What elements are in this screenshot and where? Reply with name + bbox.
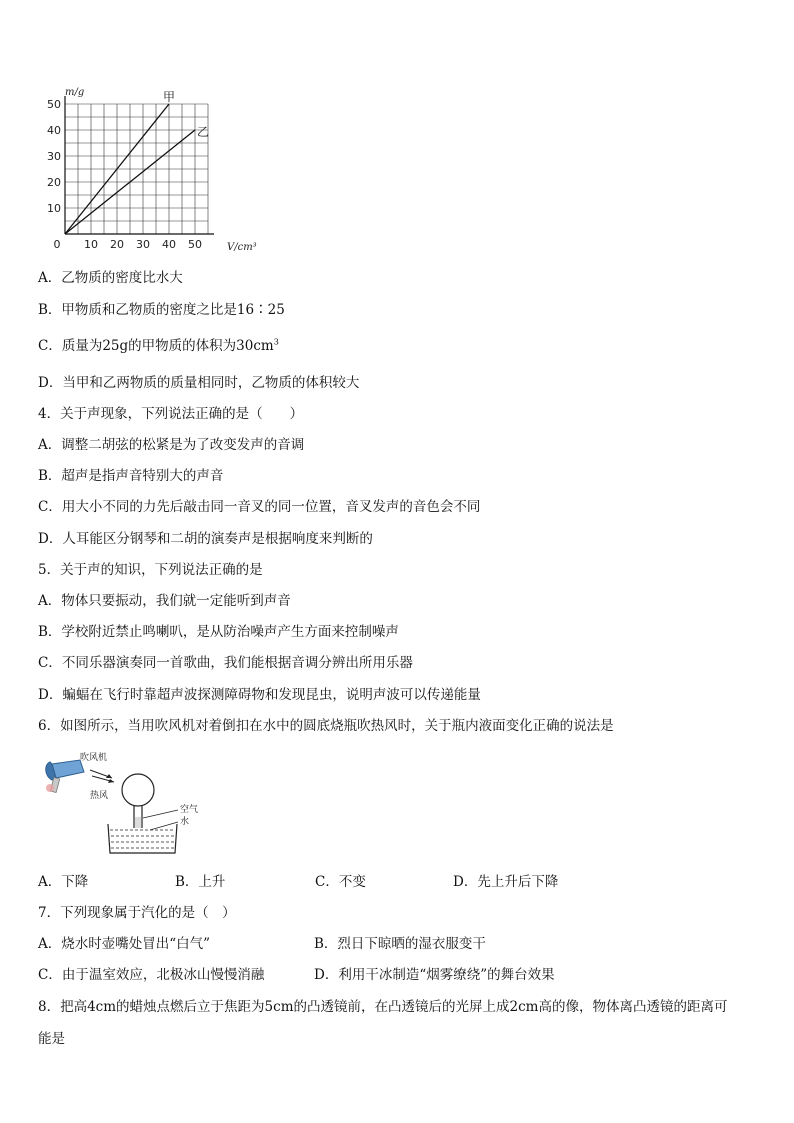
q7-stem: 7．下列现象属于汽化的是（ ） [38, 905, 236, 921]
y-tick-label: 50 [47, 98, 61, 111]
q8-stem-line2: 能是 [38, 1031, 65, 1047]
y-axis-label: m/g [65, 87, 85, 98]
q5-option-c: C．不同乐器演奏同一首歌曲，我们能根据音调分辨出所用乐器 [38, 655, 413, 671]
q3-option-d: D．当甲和乙两物质的质量相同时，乙物质的体积较大 [38, 375, 360, 391]
q4-stem: 4．关于声现象，下列说法正确的是（ ） [38, 406, 304, 422]
q6-stem: 6．如图所示，当用吹风机对着倒扣在水中的圆底烧瓶吹热风时，关于瓶内液面变化正确的说法是 [38, 718, 614, 734]
q4-option-d: D．人耳能区分钢琴和二胡的演奏声是根据响度来判断的 [38, 531, 373, 547]
x-tick-label: 50 [188, 238, 202, 251]
water-basin [108, 824, 177, 853]
y-tick-label: 10 [47, 202, 61, 215]
air-label: 空气 [180, 805, 199, 815]
q6-option-a: A．下降 [38, 874, 89, 890]
x-tick-label: 10 [84, 238, 98, 251]
q7-option-c: C．由于温室效应，北极冰山慢慢消融 [38, 967, 265, 983]
hairdryer-flask-figure [40, 750, 210, 860]
flask-icon [122, 774, 154, 828]
q5-option-b: B．学校附近禁止鸣喇叭，是从防治噪声产生方面来控制噪声 [38, 624, 399, 640]
hairdryer-icon [46, 760, 84, 793]
q7-option-a: A．烧水时壶嘴处冒出“白气” [38, 936, 211, 952]
q7-option-b: B．烈日下晾晒的湿衣服变干 [314, 936, 486, 952]
y-tick-label: 30 [47, 150, 61, 163]
water-label: 水 [180, 817, 190, 827]
q5-stem: 5．关于声的知识，下列说法正确的是 [38, 562, 263, 578]
q7-option-d: D．利用干冰制造“烟雾缭绕”的舞台效果 [314, 967, 555, 983]
series-label-1: 甲 [163, 90, 176, 104]
y-tick-label: 20 [47, 176, 61, 189]
q6-option-c: C．不变 [315, 874, 366, 890]
q8-stem-line1: 8．把高4cm的蜡烛点燃后立于焦距为5cm的凸透镜前，在凸透镜后的光屏上成2cm高的像，物体离凸透镜的距离可 [38, 999, 728, 1015]
x-tick-label: 20 [110, 238, 124, 251]
mass-volume-chart [40, 86, 280, 256]
x-tick-label: 40 [162, 238, 176, 251]
hot-wind-label: 热风 [90, 791, 109, 801]
q4-option-c: C．用大小不同的力先后敲击同一音叉的同一位置，音叉发声的音色会不同 [38, 499, 481, 515]
q6-option-d: D．先上升后下降 [453, 874, 559, 890]
q3-option-c-text: C．质量为25g的甲物质的体积为30cm [38, 338, 274, 354]
x-tick-label: 0 [53, 238, 61, 251]
chart-axes [65, 96, 214, 234]
q6-option-b: B．上升 [175, 874, 226, 890]
q3-option-a: A．乙物质的密度比水大 [38, 270, 183, 286]
x-tick-label: 30 [136, 238, 150, 251]
q4-option-b: B．超声是指声音特别大的声音 [38, 468, 224, 484]
q3-option-c-sup: 3 [273, 337, 279, 347]
q5-option-a: A．物体只要振动，我们就一定能听到声音 [38, 593, 291, 609]
hairdryer-label: 吹风机 [80, 753, 108, 763]
q5-option-d: D．蝙蝠在飞行时靠超声波探测障碍物和发现昆虫，说明声波可以传递能量 [38, 687, 481, 703]
q4-option-a: A．调整二胡弦的松紧是为了改变发声的音调 [38, 437, 305, 453]
q3-option-c [38, 336, 279, 356]
y-tick-label: 40 [47, 124, 61, 137]
q3-option-b: B．甲物质和乙物质的密度之比是16∶25 [38, 302, 285, 318]
series-label-2: 乙 [197, 125, 210, 139]
x-axis-label: V/cm³ [227, 242, 257, 253]
chart-series [65, 90, 209, 234]
chart-grid [65, 104, 208, 234]
